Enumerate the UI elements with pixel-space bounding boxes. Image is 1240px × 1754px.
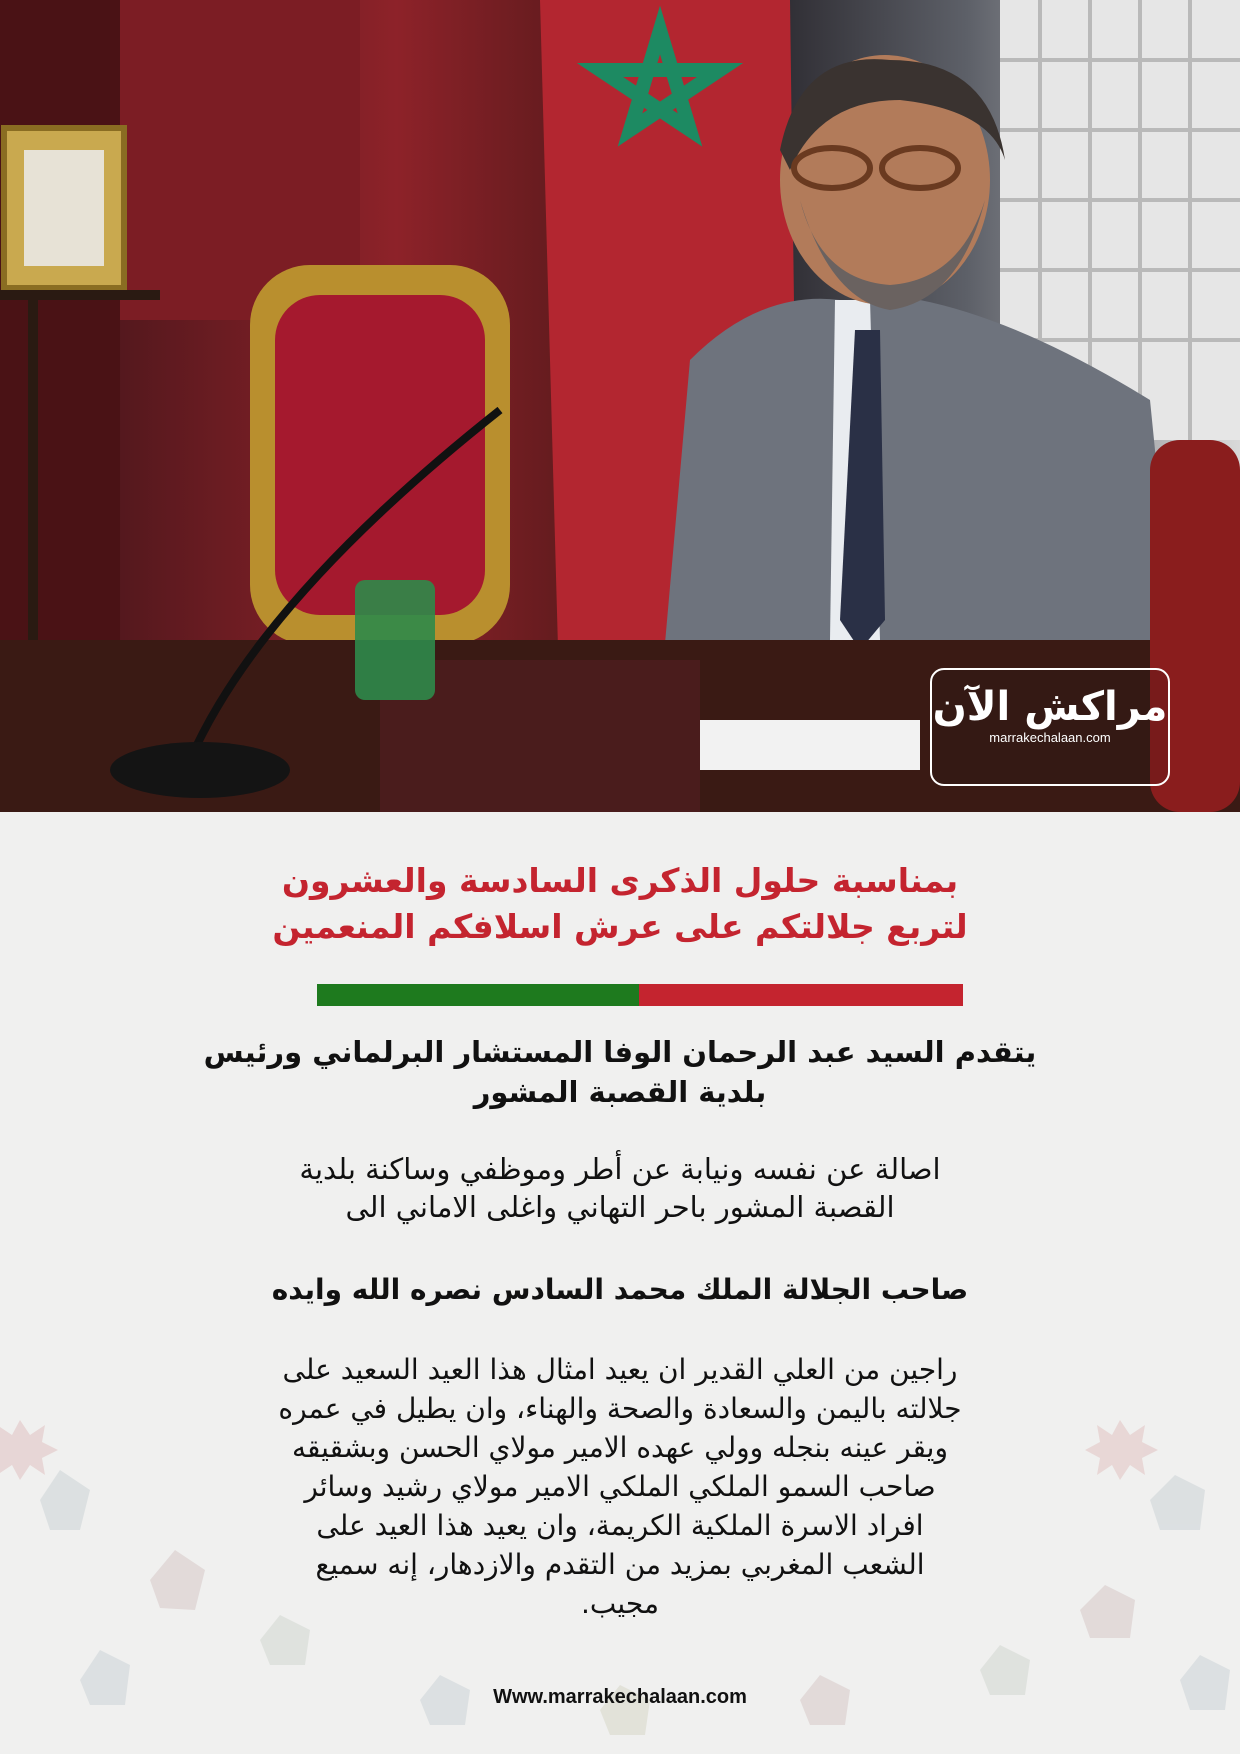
brand-logo [930, 668, 1170, 786]
wishes-line: الشعب المغربي بمزيد من التقدم والازدهار، إنه سميع [315, 1548, 925, 1581]
sender-text [90, 1032, 1150, 1112]
sender-line1: يتقدم السيد عبد الرحمان الوفا المستشار البرلماني ورئيس [203, 1035, 1037, 1069]
wishes-line: افراد الاسرة الملكية الكريمة، وان يعيد هذا العيد على [316, 1509, 924, 1542]
occasion-heading-line2: لتربع جلالتكم على عرش اسلافكم المنعمين [272, 907, 968, 946]
wishes-paragraph [120, 1350, 1120, 1623]
occasion-heading-line1: بمناسبة حلول الذكرى السادسة والعشرون [281, 861, 959, 900]
recipient-title: صاحب الجلالة الملك محمد السادس نصره الله وايده [271, 1273, 969, 1306]
behalf-line1: اصالة عن نفسه ونيابة عن أطر وموظفي وساكنة بلدية [299, 1152, 941, 1186]
header-photo [0, 0, 1240, 812]
brand-logo-url: marrakechalaan.com [989, 730, 1111, 745]
wishes-line: راجين من العلي القدير ان يعيد امثال هذا العيد السعيد على [282, 1353, 958, 1386]
wishes-line: ويقر عينه بنجله وولي عهده الامير مولاي الحسن وبشقيقه [292, 1431, 948, 1464]
sender-line2: بلدية القصبة المشور [473, 1075, 767, 1109]
website-link[interactable]: Www.marrakechalaan.com [493, 1686, 747, 1708]
occasion-heading [80, 858, 1160, 950]
wishes-line: صاحب السمو الملكي الملكي الامير مولاي رشيد وسائر [304, 1470, 936, 1503]
wishes-line: مجيب. [581, 1587, 659, 1620]
flag-divider-red [639, 984, 963, 1006]
brand-logo-title: مراكش الآن [932, 684, 1168, 730]
flag-divider [317, 984, 963, 1006]
behalf-line2: القصبة المشور باحر التهاني واغلى الاماني الى [345, 1190, 895, 1224]
flag-divider-green [317, 984, 639, 1006]
behalf-text [120, 1150, 1120, 1226]
wishes-line: جلالته باليمن والسعادة والصحة والهناء، وان يطيل في عمره [278, 1392, 962, 1425]
